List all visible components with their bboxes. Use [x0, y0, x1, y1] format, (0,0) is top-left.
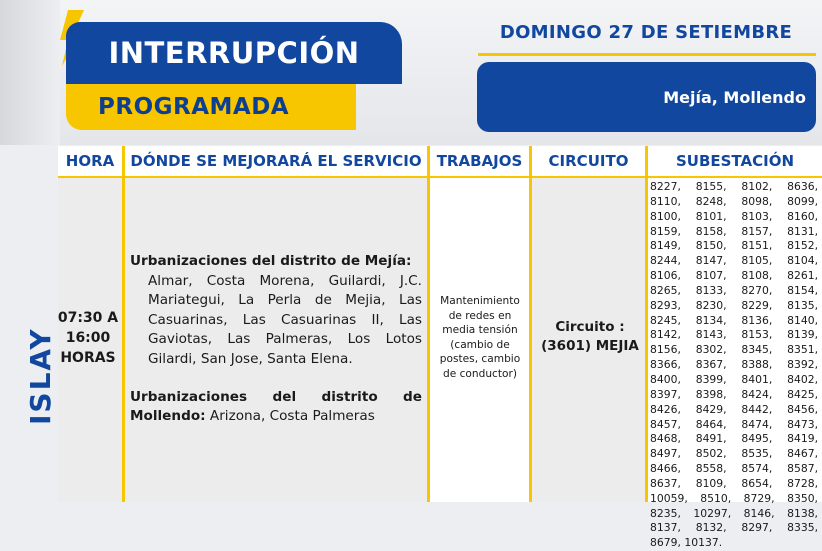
subestacion-value: 8227, 8155, 8102, 8636, 8110, 8248, 8098, 8099, 8100, 8101, 8103, 8160, 8159, 8158, 8157, 8131, 8149, 8150, 8151, 8152, 8244, 8147, 8105, 8104, 8106, 8107, 8108, 8261, 8265, 8133, 8270, 8154, 8293, 8230, 8229, 8135, 8245, 8134, 8136, 8140, 8142, 8143, 8153, 8139, 8156, 8302, 8345, 8351, 8366, 8367, 8388, 8392, 8400, 8399, 8401, 8402, 8397, 8398, 8424, 8425, 8426, 8429, 8442, 8456, 8457, 8464, 8474, 8473, 8468, 8491, 8495, 8419, 8497, 8502, 8535, 8467, 8466, 8558, 8574, 8587, 8637, 8109, 8654, 8728, 10059, 8510, 8729, 8350, 8235, 10297, 8146, 8138, 8137, 8132, 8297, 8335, 8679, 10137. [650, 180, 818, 550]
location-box [477, 62, 816, 132]
province-label: ISLAY [24, 327, 57, 425]
event-date: DOMINGO 27 DE SETIEMBRE [499, 22, 793, 43]
subtitle-banner [66, 84, 356, 130]
hora-start: 07:30 A [57, 310, 119, 326]
column-divider [122, 146, 125, 502]
donde-group1-title: Urbanizaciones del distrito de Mejía: [130, 253, 412, 269]
title-line1: INTERRUPCIÓN [108, 36, 360, 70]
donde-value [130, 252, 422, 427]
header-divider [58, 176, 822, 178]
date-underline [478, 53, 816, 56]
location-text: Mejía, Mollendo [663, 87, 806, 107]
hora-unit: HORAS [60, 350, 116, 366]
column-divider [427, 146, 430, 502]
hora-end: 16:00 [65, 330, 111, 346]
column-header-subestacion: SUBESTACIÓN [648, 146, 822, 176]
column-header-trabajos: TRABAJOS [430, 146, 529, 176]
header-background-shade [0, 0, 60, 145]
circuito-code: (3601) MEJIA [541, 338, 639, 354]
circuito-value [538, 318, 642, 356]
donde-group1-list: Almar, Costa Morena, Guilardi, J.C. Mariategui, La Perla de Mejia, Las Casuarinas, Las Casuarinas II, Las Gaviotas, Las Palmeras, Los Lotos Gilardi, San Jose, Santa Elena. [148, 272, 422, 367]
hora-value [56, 308, 120, 368]
donde-group2-title: Urbanizaciones del distrito de Mollendo: [130, 388, 422, 425]
circuito-label: Circuito : [555, 319, 625, 335]
column-divider [529, 146, 532, 502]
column-header-circuito: CIRCUITO [532, 146, 645, 176]
column-header-hora: HORA [58, 146, 122, 176]
column-divider [645, 146, 648, 502]
trabajos-value: Mantenimiento de redes en media tensión (cambio de postes, cambio de conductor) [439, 295, 521, 380]
title-banner [66, 22, 402, 84]
column-header-donde: DÓNDE SE MEJORARÁ EL SERVICIO [125, 146, 427, 176]
donde-group2-list: Arizona, Costa Palmeras [209, 408, 375, 425]
province-sidebar [0, 145, 57, 511]
title-line2: PROGRAMADA [98, 94, 290, 120]
